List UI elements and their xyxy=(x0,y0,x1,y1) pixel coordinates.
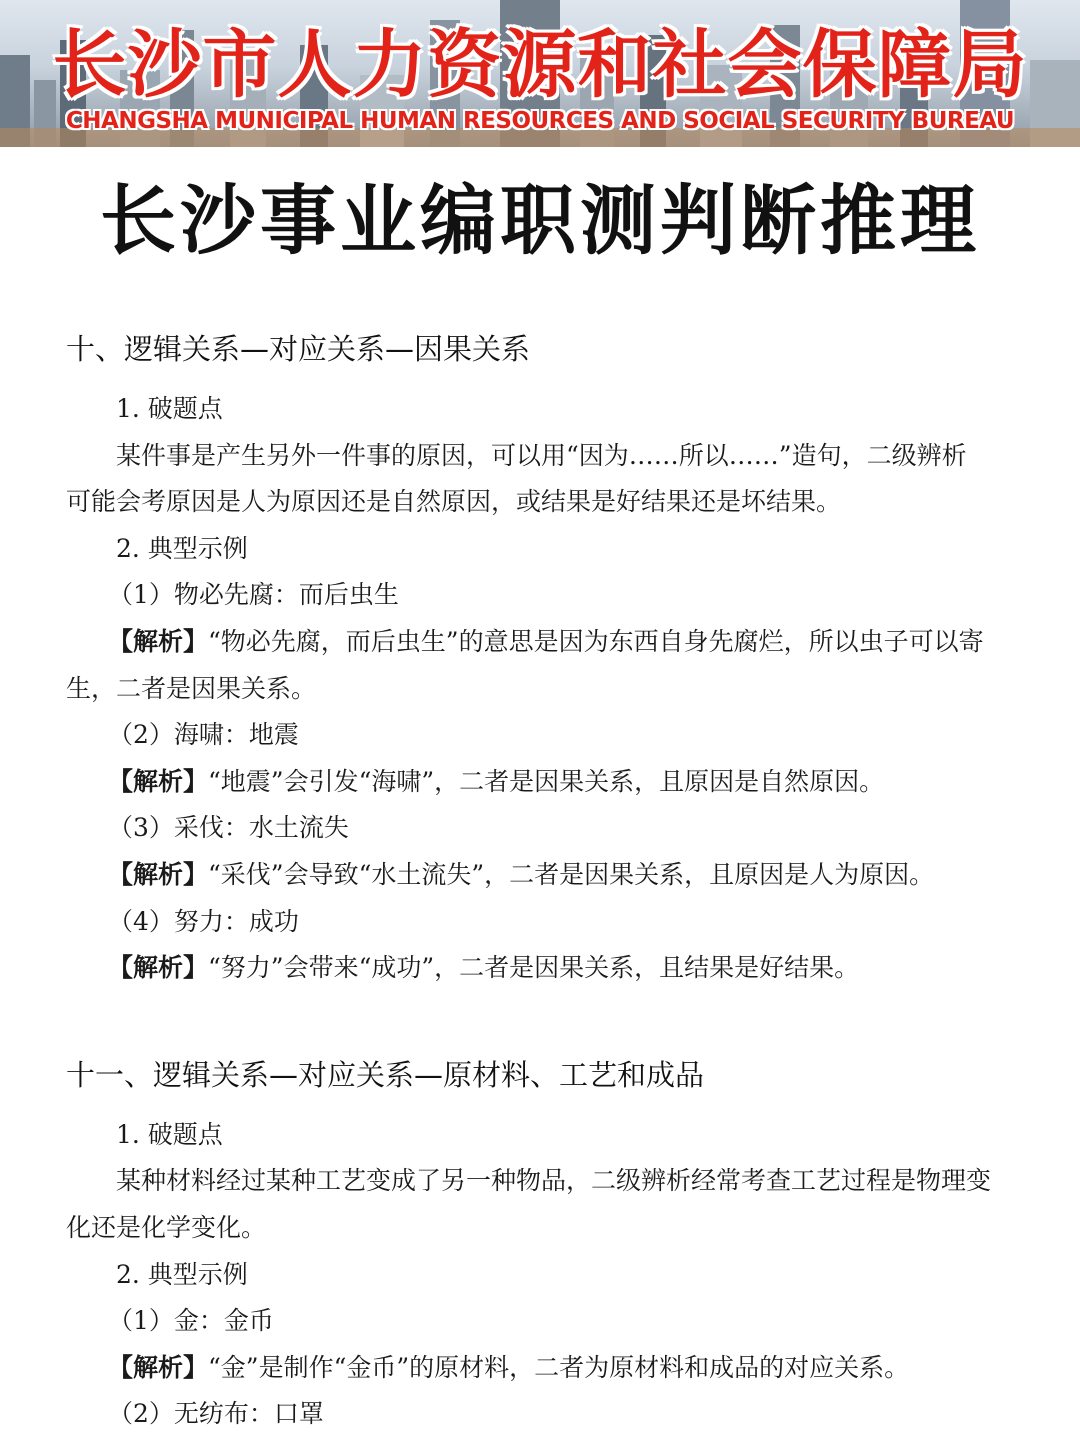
example-item: （2）海啸：地震 xyxy=(108,720,299,750)
analysis-text: “地震”会引发“海啸”，二者是因果关系，且原因是自然原因。 xyxy=(208,766,885,796)
example-item: （3）采伐：水土流失 xyxy=(108,813,349,843)
point-text: 某件事是产生另外一件事的原因，可以用“因为……所以……”造句，二级辨析 xyxy=(116,440,967,470)
example-label: 2. 典型示例 xyxy=(116,533,248,563)
example-item: （1）物必先腐：而后虫生 xyxy=(108,580,399,610)
analysis-text: “金”是制作“金币”的原材料，二者为原材料和成品的对应关系。 xyxy=(208,1352,910,1382)
analysis-tag: 【解析】 xyxy=(108,1352,209,1382)
page-title: 长沙事业编职测判断推理 xyxy=(100,176,980,265)
analysis-text: “物必先腐，而后虫生”的意思是因为东西自身先腐烂，所以虫子可以寄 xyxy=(208,626,984,656)
analysis-tag: 【解析】 xyxy=(108,859,209,889)
example-item: （4）努力：成功 xyxy=(108,906,299,936)
point-label: 1. 破题点 xyxy=(116,394,223,423)
point-label: 1. 破题点 xyxy=(116,1119,223,1149)
analysis-text: “努力”会带来“成功”，二者是因果关系，且结果是好结果。 xyxy=(208,953,860,983)
document-body xyxy=(66,326,1041,1438)
analysis-tag: 【解析】 xyxy=(108,766,209,796)
point-text-cont: 化还是化学变化。 xyxy=(66,1212,267,1242)
point-text-cont: 可能会考原因是人为原因还是自然原因，或结果是好结果还是坏结果。 xyxy=(66,487,842,517)
analysis-line xyxy=(66,1345,1041,1392)
analysis-tag: 【解析】 xyxy=(108,953,209,983)
analysis-tag: 【解析】 xyxy=(108,626,209,656)
example-item: （2）无纺布：口罩 xyxy=(108,1399,324,1429)
analysis-line xyxy=(66,945,1041,992)
header-banner xyxy=(0,0,1080,147)
section-material-craft-product xyxy=(66,1052,1041,1438)
example-item: （1）金：金币 xyxy=(108,1306,274,1336)
section-heading: 十、逻辑关系—对应关系—因果关系 xyxy=(66,332,531,366)
example-label: 2. 典型示例 xyxy=(116,1259,248,1289)
analysis-text: “采伐”会导致“水土流失”，二者是因果关系，且原因是人为原因。 xyxy=(208,859,935,889)
analysis-line xyxy=(66,759,1041,806)
bureau-chinese-name: 长沙市人力资源和社会保障局 xyxy=(52,22,1028,108)
point-text: 某种材料经过某种工艺变成了另一种物品，二级辨析经常考查工艺过程是物理变 xyxy=(116,1166,992,1196)
analysis-line xyxy=(66,619,1041,666)
analysis-text-cont: 生，二者是因果关系。 xyxy=(66,673,317,703)
analysis-line xyxy=(66,852,1041,899)
bureau-english-name: CHANGSHA MUNICIPAL HUMAN RESOURCES AND SOCIAL SECURITY BUREAU xyxy=(65,108,1015,134)
section-heading: 十一、逻辑关系—对应关系—原材料、工艺和成品 xyxy=(66,1057,705,1092)
section-causal xyxy=(66,326,1041,992)
